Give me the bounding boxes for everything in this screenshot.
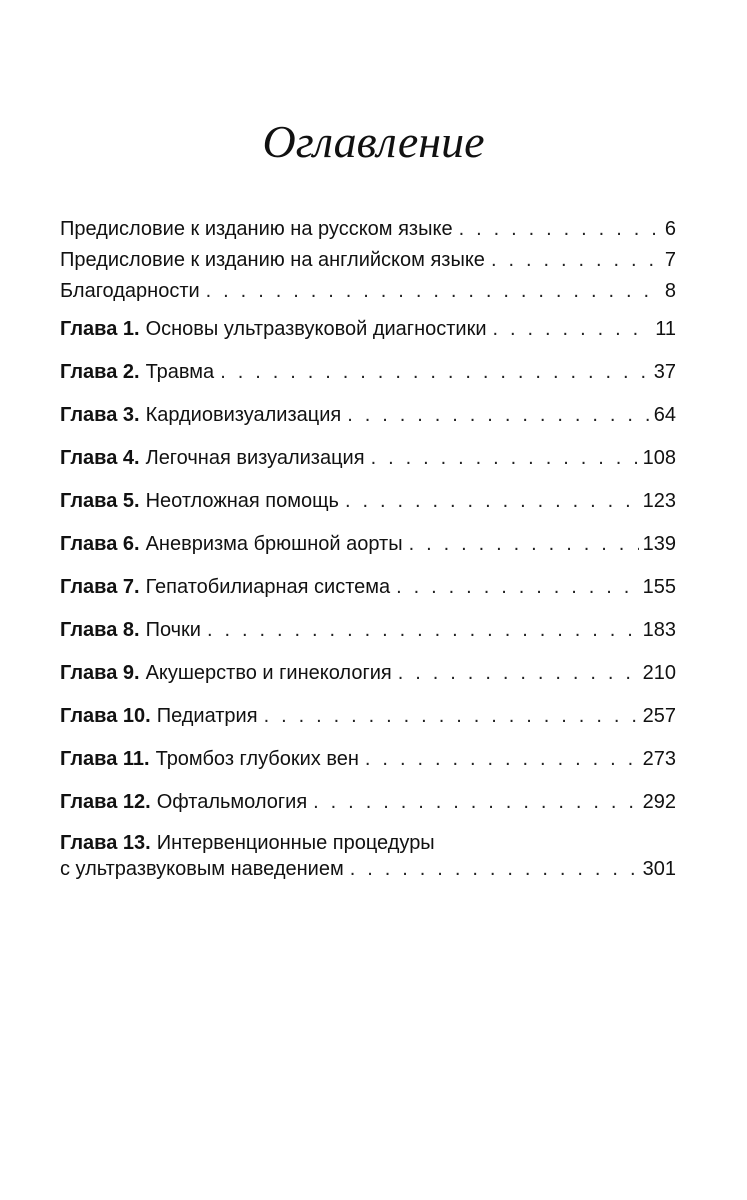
toc-page-number: 108 xyxy=(642,447,676,469)
dot-leader xyxy=(371,443,639,473)
chapter-title-continuation: с ультразвуковым наведением xyxy=(60,858,344,880)
dot-leader xyxy=(491,245,661,275)
dot-leader xyxy=(206,276,661,306)
chapter-number: Глава 13. xyxy=(60,832,151,854)
chapter-number: Глава 11. xyxy=(60,748,150,770)
toc-entry-chapter-2[interactable] xyxy=(60,357,676,387)
chapter-title: Кардиовизуализация xyxy=(145,404,342,426)
dot-leader xyxy=(345,486,639,516)
toc-entry-chapter-11[interactable] xyxy=(60,744,676,774)
toc-page-number: 210 xyxy=(642,662,676,684)
chapter-number: Глава 2. xyxy=(60,361,140,383)
toc-page-number: 155 xyxy=(642,576,676,598)
toc-page-number: 292 xyxy=(642,791,676,813)
chapter-title: Травма xyxy=(145,361,215,383)
dot-leader xyxy=(350,856,639,882)
toc-page-number: 8 xyxy=(664,280,676,302)
table-of-contents xyxy=(60,214,676,882)
toc-page-number: 301 xyxy=(642,858,676,880)
toc-entry-preface-english[interactable] xyxy=(60,245,676,275)
dot-leader xyxy=(365,744,639,774)
toc-entry-chapter-7[interactable] xyxy=(60,572,676,602)
toc-page-number: 6 xyxy=(664,218,676,240)
chapter-title: Офтальмология xyxy=(156,791,308,813)
chapter-title: Педиатрия xyxy=(156,705,258,727)
toc-page-number: 139 xyxy=(642,533,676,555)
page-title: Оглавление xyxy=(262,116,485,167)
dot-leader xyxy=(398,658,639,688)
chapter-number: Глава 10. xyxy=(60,705,151,727)
chapter-title: Легочная визуализация xyxy=(145,447,365,469)
chapter-number: Глава 1. xyxy=(60,318,140,340)
toc-entry-acknowledgements[interactable] xyxy=(60,276,676,306)
toc-page-number: 183 xyxy=(642,619,676,641)
chapter-number: Глава 5. xyxy=(60,490,140,512)
toc-page-number: 11 xyxy=(655,318,676,340)
toc-entry-chapter-4[interactable] xyxy=(60,443,676,473)
chapter-title: Основы ультразвуковой диагностики xyxy=(145,318,487,340)
chapter-title: Гепатобилиарная система xyxy=(145,576,391,598)
toc-entry-chapter-1[interactable] xyxy=(60,314,676,344)
chapter-title: Почки xyxy=(145,619,201,641)
chapter-title: Тромбоз глубоких вен xyxy=(155,748,359,770)
dot-leader xyxy=(313,787,638,817)
toc-entry-label: Благодарности xyxy=(60,280,200,302)
chapter-title: Неотложная помощь xyxy=(145,490,339,512)
chapter-number: Глава 12. xyxy=(60,791,151,813)
toc-entry-chapter-5[interactable] xyxy=(60,486,676,516)
chapter-title: Аневризма брюшной аорты xyxy=(145,533,403,555)
chapter-number: Глава 6. xyxy=(60,533,140,555)
toc-entry-chapter-6[interactable] xyxy=(60,529,676,559)
chapter-number: Глава 7. xyxy=(60,576,140,598)
chapter-number: Глава 3. xyxy=(60,404,140,426)
chapter-number: Глава 4. xyxy=(60,447,140,469)
toc-page-number: 257 xyxy=(642,705,676,727)
toc-page-number: 123 xyxy=(642,490,676,512)
dot-leader xyxy=(409,529,639,559)
chapter-title: Акушерство и гинекология xyxy=(145,662,392,684)
chapter-number: Глава 8. xyxy=(60,619,140,641)
toc-entry-label: Предисловие к изданию на английском языке xyxy=(60,249,485,271)
dot-leader xyxy=(220,357,650,387)
toc-entry-preface-russian[interactable] xyxy=(60,214,676,244)
toc-entry-chapter-3[interactable] xyxy=(60,400,676,430)
toc-entry-chapter-9[interactable] xyxy=(60,658,676,688)
dot-leader xyxy=(459,214,661,244)
chapter-title: Интервенционные процедуры xyxy=(156,832,435,854)
toc-page-number: 273 xyxy=(642,748,676,770)
toc-page-number: 64 xyxy=(653,404,676,426)
toc-entry-label: Предисловие к изданию на русском языке xyxy=(60,218,453,240)
chapter-number: Глава 9. xyxy=(60,662,140,684)
dot-leader xyxy=(264,701,639,731)
dot-leader xyxy=(493,314,652,344)
dot-leader xyxy=(347,400,650,430)
dot-leader xyxy=(396,572,639,602)
toc-page-number: 7 xyxy=(664,249,676,271)
toc-entry-chapter-13[interactable] xyxy=(60,830,676,882)
toc-entry-chapter-12[interactable] xyxy=(60,787,676,817)
toc-entry-chapter-10[interactable] xyxy=(60,701,676,731)
toc-entry-chapter-8[interactable] xyxy=(60,615,676,645)
toc-page-number: 37 xyxy=(653,361,676,383)
dot-leader xyxy=(207,615,639,645)
